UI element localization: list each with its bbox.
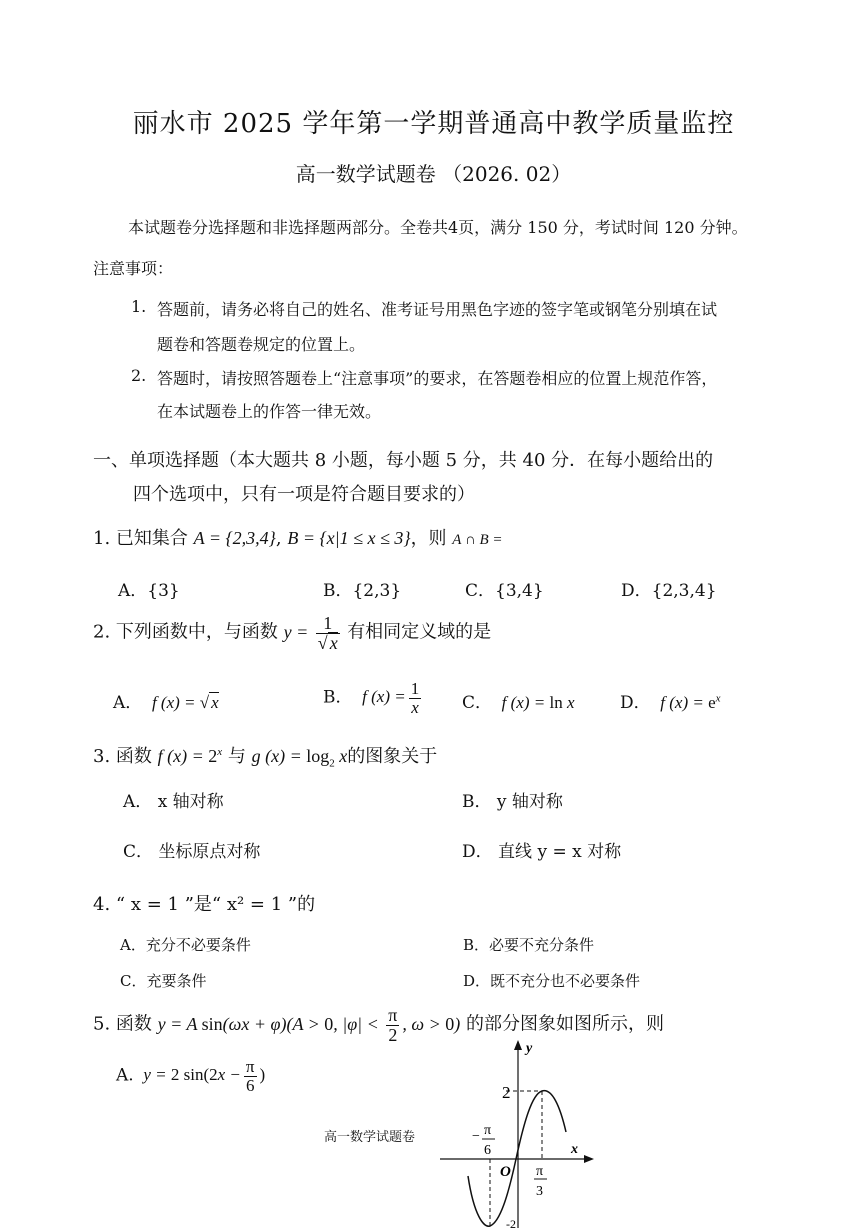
question-1-stem: 已知集合	[115, 528, 188, 549]
question-2-option-c-label: C．	[462, 693, 493, 713]
question-3-option-b-text: y 轴对称	[496, 792, 563, 812]
question-3-option-b[interactable]	[462, 787, 563, 812]
question-2-stem-post: 有相同定义域的是	[347, 621, 492, 643]
question-4-option-c[interactable]: C．充要条件	[120, 972, 207, 990]
question-2-option-c[interactable]	[462, 688, 575, 713]
question-2-option-a-label: A．	[113, 693, 143, 713]
question-1-ask: ，则	[410, 528, 447, 549]
question-2-option-a-expr: f (x) = √ x	[147, 693, 219, 712]
question-2-option-d-expr: f $(x) = e^x$	[656, 692, 721, 712]
question-5-graph	[440, 1036, 600, 1228]
exam-subtitle: 高一数学试题卷 （2026. 02）	[295, 162, 572, 186]
question-2-option-a[interactable]	[113, 688, 219, 713]
question-2-option-c-expr: f (x) = ln x	[497, 693, 575, 712]
question-3-option-d-label: D．	[462, 842, 493, 862]
question-4-number: 4.	[93, 894, 111, 915]
graph-xleft-num: π	[484, 1123, 492, 1138]
notice-2-line1: 答题时，请按照答题卷上“注意事项”的要求，在答题卷相应的位置上规范作答，	[157, 369, 718, 388]
exam-title: 丽水市 2025 学年第一学期普通高中教学质量监控	[132, 109, 735, 139]
graph-xright-num: π	[536, 1164, 544, 1179]
question-5-option-a-expr: y = 2 sin(2x − $\frac{\pi}{6}$ )	[139, 1057, 266, 1095]
question-4-stem: “ x = 1 ”是“ x² = 1 ”的	[115, 894, 316, 915]
question-2-option-b-label: B．	[323, 687, 353, 708]
question-3-option-c[interactable]	[123, 837, 260, 862]
question-4-option-a[interactable]: A．充分不必要条件	[120, 936, 251, 954]
question-3-option-d-text: 直线 y = x 对称	[498, 842, 622, 862]
notice-1-line2: 题卷和答题卷规定的位置上。	[157, 335, 366, 354]
question-5-option-a[interactable]	[116, 1058, 265, 1095]
question-2-number: 2.	[93, 621, 111, 643]
graph-origin-label: O	[500, 1164, 511, 1180]
question-3-option-d[interactable]	[462, 837, 621, 862]
footer-label: 高一数学试题卷	[324, 1130, 416, 1145]
question-1-number: 1.	[93, 528, 111, 549]
question-3-g: g $(x) = \log_2 x$	[251, 746, 348, 770]
question-2-option-d[interactable]	[620, 688, 721, 713]
notice-1-number: 1.	[131, 297, 147, 316]
question-1-expression: A ∩ B =	[452, 532, 503, 548]
question-3-option-a[interactable]	[123, 787, 224, 812]
question-1-option-b[interactable]: B．{2,3}	[323, 581, 402, 601]
question-1-option-c[interactable]: C．{3,4}	[465, 581, 544, 601]
graph-ymin-label: -2	[506, 1217, 516, 1228]
question-2-function: y = $\frac{1}{√ x}$	[283, 613, 338, 653]
graph-xleft-den: 6	[484, 1143, 491, 1158]
question-1-set-b: B = {x|1 ≤ x ≤ 3}	[287, 528, 411, 548]
graph-x-arrow	[584, 1155, 594, 1163]
question-3-stem-post: 的图象关于	[347, 746, 438, 767]
intro-text: 本试题卷分选择题和非选择题两部分。全卷共4页，满分 150 分，考试时间 120 分钟。	[128, 218, 748, 237]
section-1-heading-line2: 四个选项中，只有一项是符合题目要求的）	[133, 484, 475, 505]
question-2-option-d-label: D．	[620, 693, 651, 713]
question-5-function: y = A sin(ωx + φ)(A > 0, |φ| < $\frac{\pi}{2}$ , ω > 0)	[157, 1005, 461, 1045]
graph-xright-den: 3	[536, 1184, 543, 1199]
question-2-stem-pre: 下列函数中，与函数	[115, 621, 278, 643]
graph-y-label: y	[526, 1041, 533, 1056]
question-3-option-c-label: C．	[123, 842, 154, 862]
question-2	[93, 614, 491, 653]
question-3	[93, 742, 437, 770]
question-5-stem-post: 的部分图象如图所示，则	[465, 1013, 664, 1035]
question-3-option-b-label: B．	[462, 792, 492, 812]
question-3-option-c-text: 坐标原点对称	[158, 842, 261, 862]
question-5-number: 5.	[93, 1013, 111, 1035]
question-1-option-a[interactable]: A．{3}	[118, 581, 180, 601]
question-3-stem-mid: 与	[227, 746, 246, 767]
question-5-option-a-label: A.	[116, 1065, 134, 1086]
question-4	[93, 890, 315, 916]
section-1-heading-line1: 一、单项选择题（本大题共 8 小题，每小题 5 分，共 40 分．在每小题给出的	[93, 450, 714, 471]
question-1: 1. 已知集合 A = {2,3,4}, B = {x|1 ≤ x ≤ 3}，则 A ∩ B =	[93, 528, 503, 549]
question-3-number: 3.	[93, 746, 111, 767]
notice-1-line1: 答题前，请务必将自己的姓名、准考证号用黑色字迹的签字笔或钢笔分别填在试	[157, 300, 718, 319]
question-1-set-a: A = {2,3,4}	[193, 528, 276, 548]
question-4-option-b[interactable]: B．必要不充分条件	[463, 936, 595, 954]
graph-xleft-sign: −	[472, 1129, 480, 1144]
notice-heading: 注意事项：	[93, 259, 174, 278]
notice-2-line2: 在本试题卷上的作答一律无效。	[157, 402, 382, 421]
question-3-option-a-label: A．	[123, 792, 153, 812]
graph-y-arrow	[514, 1040, 522, 1050]
notice-2-number: 2.	[131, 366, 147, 385]
question-3-stem-pre: 函数	[115, 746, 152, 767]
question-3-f: f $(x) = 2^x$	[157, 746, 223, 766]
question-3-option-a-text: x 轴对称	[157, 792, 224, 812]
graph-x-label: x	[571, 1142, 578, 1157]
graph-ymax-label: 2	[502, 1083, 511, 1102]
question-5-stem-pre: 函数	[115, 1013, 152, 1035]
question-2-option-b-expr: f (x) = $\frac{1}{x}$	[357, 679, 420, 717]
question-4-option-d[interactable]: D．既不充分也不必要条件	[463, 972, 641, 990]
question-2-option-b[interactable]	[323, 680, 424, 717]
question-1-option-d[interactable]: D．{2,3,4}	[621, 581, 717, 601]
